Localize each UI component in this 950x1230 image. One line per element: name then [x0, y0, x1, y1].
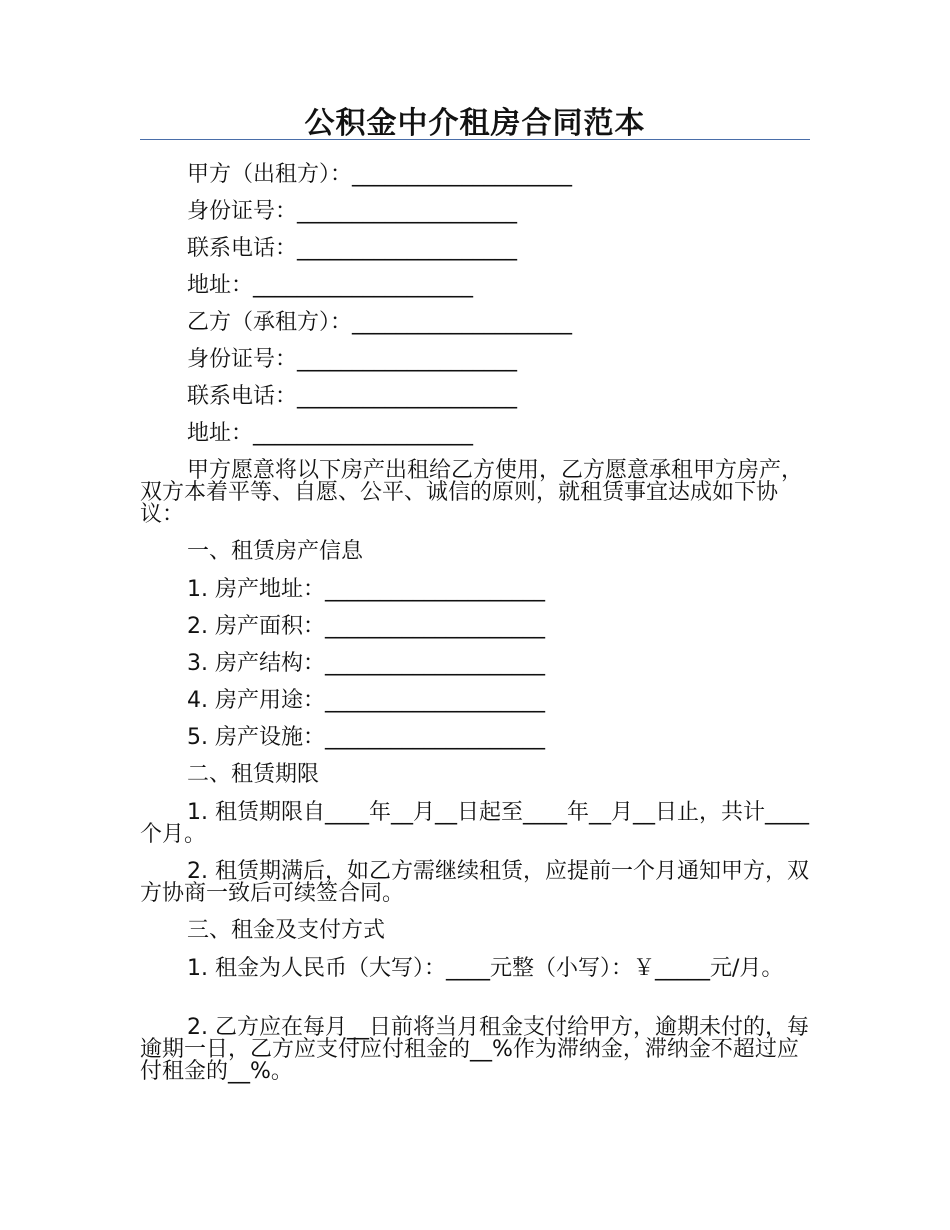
property-address-line: 1. 房产地址：____________________ [187, 577, 545, 602]
party-b-name-line: 乙方（承租方）：____________________ [187, 310, 573, 335]
party-b-phone-line: 联系电话：____________________ [187, 384, 518, 409]
title-underline [140, 139, 810, 140]
property-facilities-line: 5. 房产设施：____________________ [187, 725, 545, 750]
rent-payment-paragraph: 2. 乙方应在每月__日前将当月租金支付给甲方，逾期未付的，每逾期一日，乙方应支付应付租金的__%作为滞纳金，滞纳金不超过应付租金的__%。 [140, 1015, 809, 1084]
party-b-address-line: 地址：____________________ [187, 421, 474, 446]
lease-term-paragraph: 1. 租赁期限自____年__月__日起至____年__月__日止，共计____个月。 [140, 800, 809, 847]
party-a-id-line: 身份证号：____________________ [187, 199, 518, 224]
property-area-line: 2. 房产面积：____________________ [187, 614, 545, 639]
party-a-phone-line: 联系电话：____________________ [187, 236, 518, 261]
section-2-heading: 二、租赁期限 [187, 762, 320, 787]
rent-amount-paragraph: 1. 租金为人民币（大写）：____元整（小写）：￥_____元/月。 [187, 956, 784, 981]
section-1-heading: 一、租赁房产信息 [187, 539, 364, 564]
document-title: 公积金中介租房合同范本 [304, 106, 646, 141]
party-a-address-line: 地址：____________________ [187, 273, 474, 298]
property-use-line: 4. 房产用途：____________________ [187, 688, 545, 713]
party-a-name-line: 甲方（出租方）：____________________ [187, 162, 573, 187]
party-b-id-line: 身份证号：____________________ [187, 347, 518, 372]
property-structure-line: 3. 房产结构：____________________ [187, 651, 545, 676]
intro-paragraph: 甲方愿意将以下房产出租给乙方使用，乙方愿意承租甲方房产，双方本着平等、自愿、公平、诚信的原则，就租赁事宜达成如下协议： [140, 458, 804, 527]
lease-renewal-paragraph: 2. 租赁期满后，如乙方需继续租赁，应提前一个月通知甲方，双方协商一致后可续签合同。 [140, 859, 809, 906]
section-3-heading: 三、租金及支付方式 [187, 918, 386, 943]
